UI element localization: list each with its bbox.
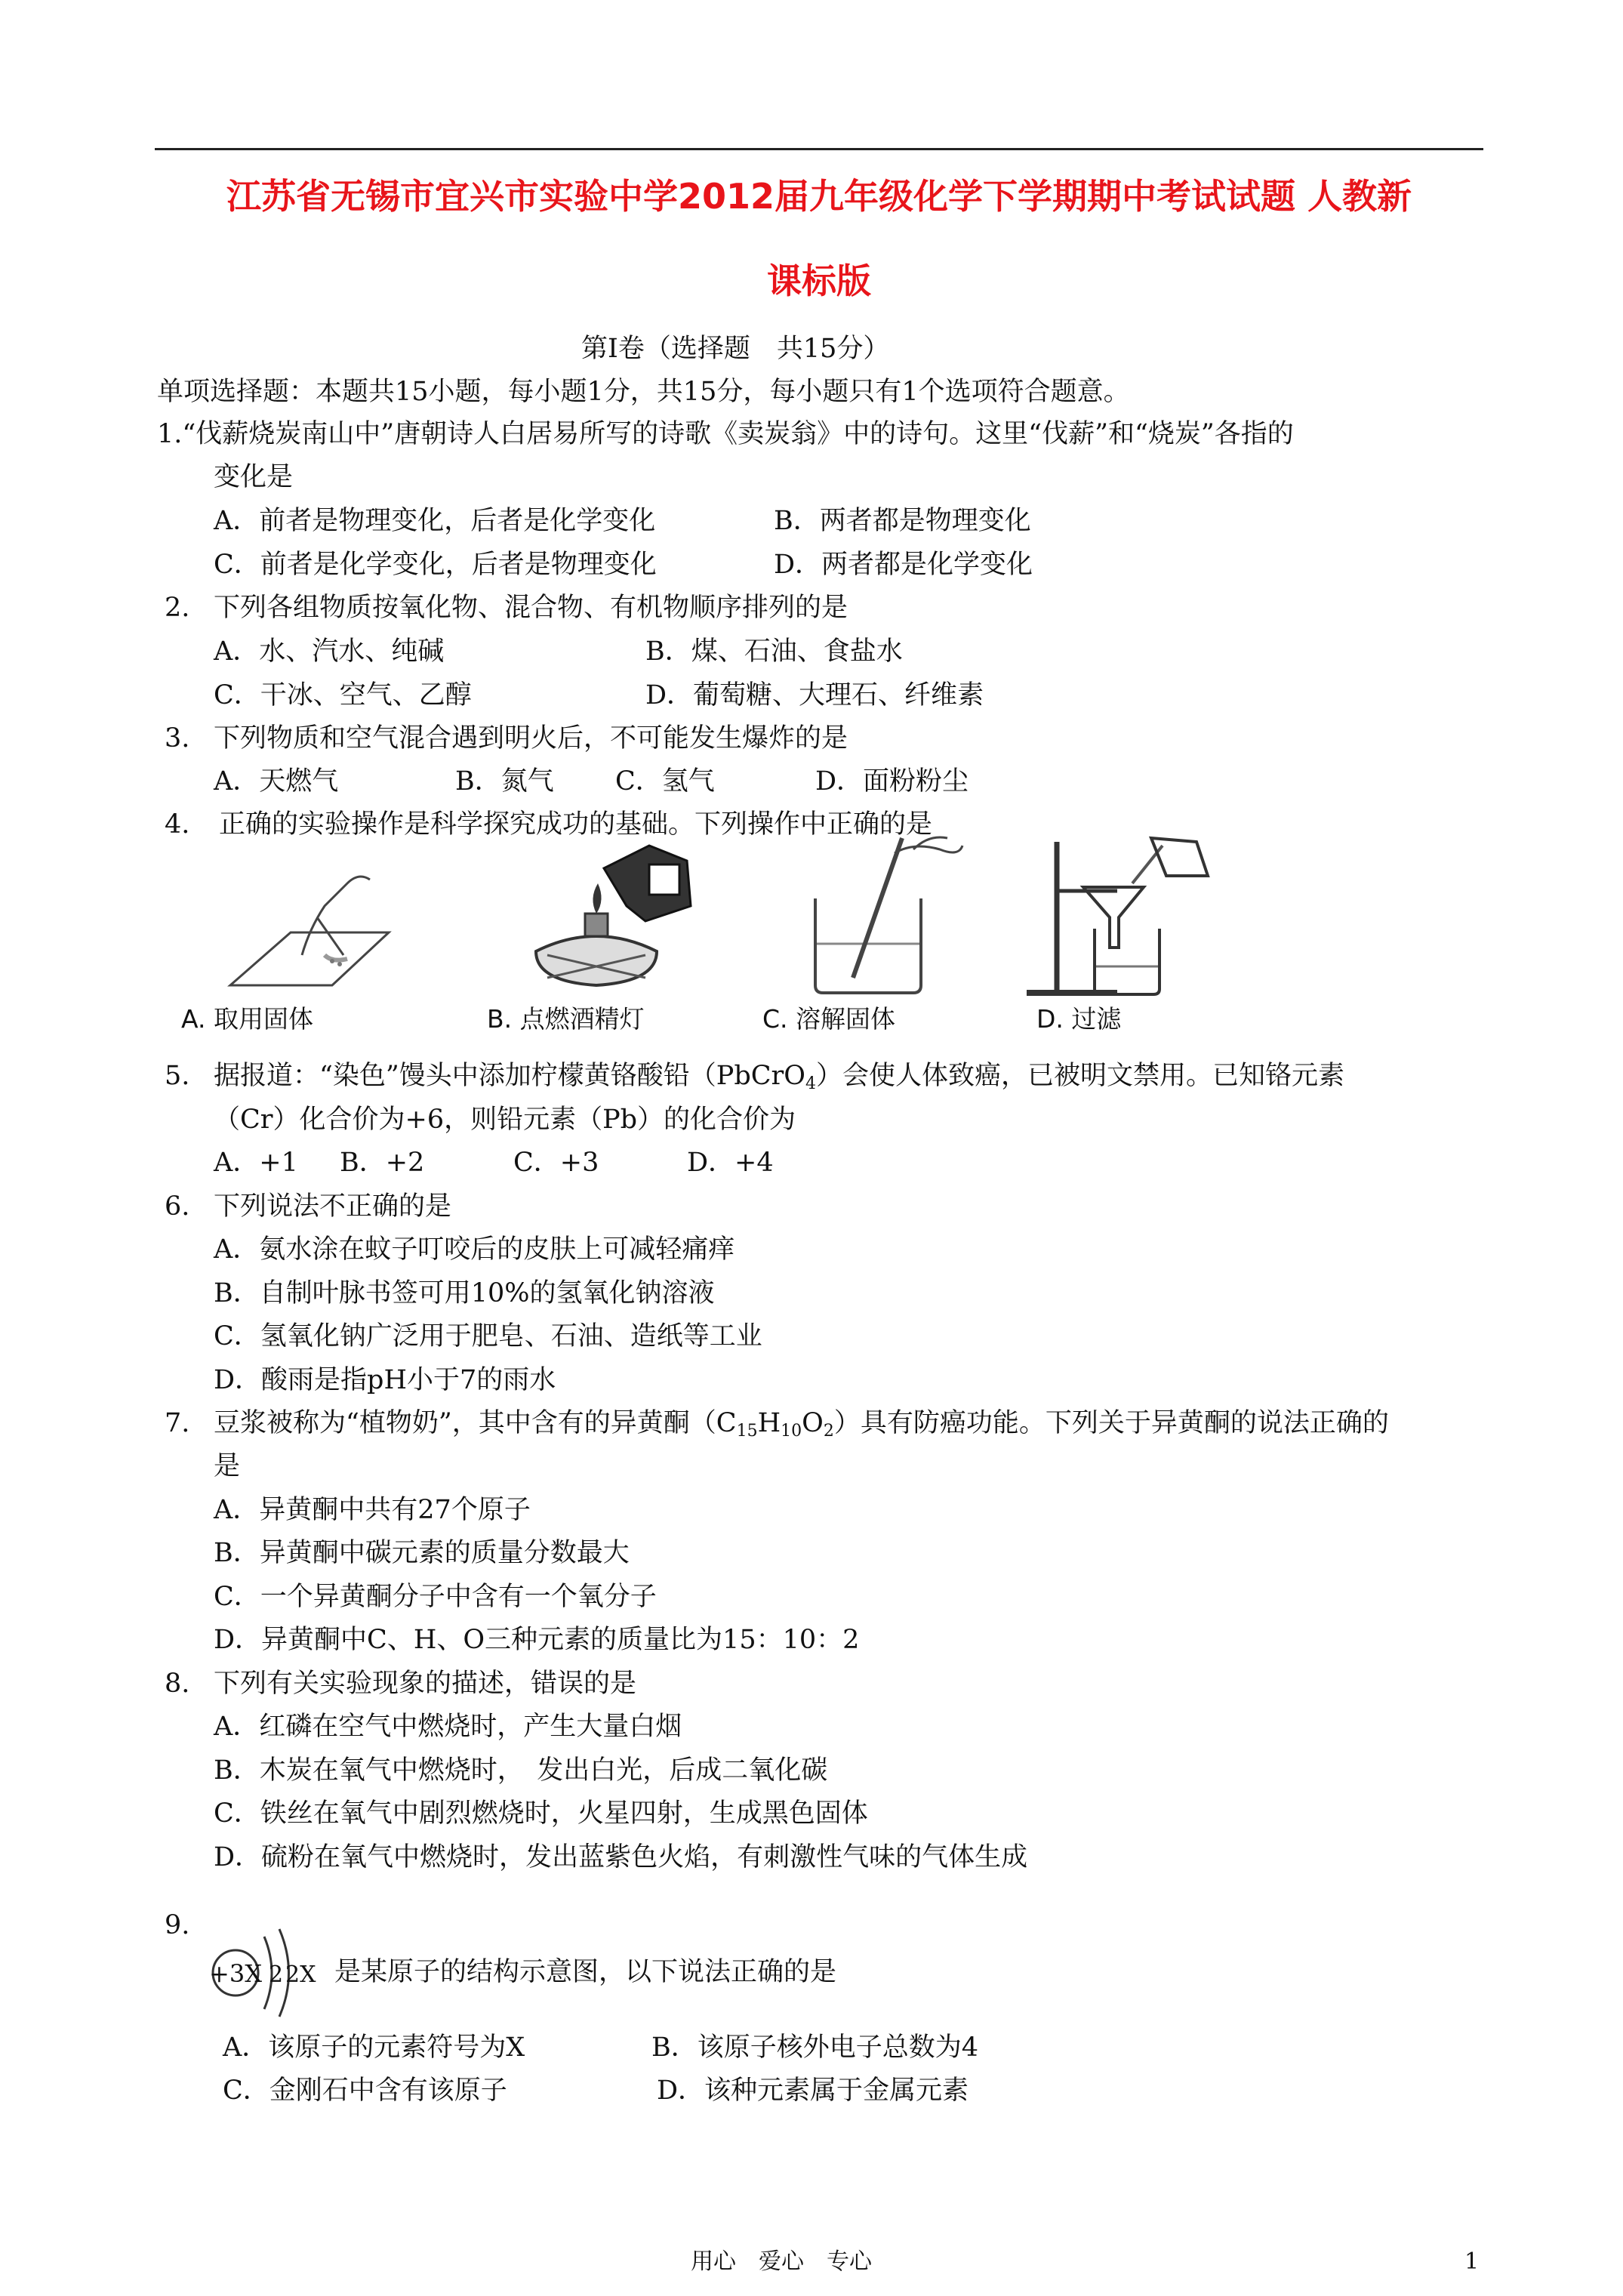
q8-option-a: A．红磷在空气中燃烧时，产生大量白烟 [214,1712,682,1742]
q5-option-a: A．+1 [214,1148,298,1178]
q2-stem: 下列各组物质按氧化物、混合物、有机物顺序排列的是 [214,593,848,623]
q3-option-a: A．天燃气 [214,766,339,797]
q6-option-d: D．酸雨是指pH小于7的雨水 [214,1365,556,1395]
q2-option-c: C．干冰、空气、乙醇 [214,680,472,710]
q3-option-d: D．面粉粉尘 [815,766,969,797]
footer-motto: 用心 爱心 专心 [691,2248,872,2275]
header-rule [155,148,1483,150]
q8-stem: 下列有关实验现象的描述，错误的是 [214,1669,637,1699]
q3-option-b: B．氮气 [455,766,554,797]
q4-caption-d: D. 过滤 [1036,1004,1122,1034]
q7-option-b: B．异黄酮中碳元素的质量分数最大 [214,1538,630,1568]
q8-option-b: B．木炭在氧气中燃烧时， 发出白光，后成二氧化碳 [214,1755,828,1786]
q5-number: 5. [165,1061,190,1091]
q7-number: 7. [165,1408,190,1438]
q5-stem-line1: 据报道：“染色”馒头中添加柠檬黄铬酸铅（PbCrO$_4$）会使人体致癌，已被明文禁用。已知铬元素 [214,1061,1344,1093]
fig-filtration [1012,834,1238,1000]
q6-number: 6. [165,1191,190,1222]
q3-option-c: C．氢气 [615,766,715,797]
fig-light-alcohol-lamp [513,838,702,1000]
instructions: 单项选择题：本题共15小题，每小题1分，共15分，每小题只有1个选项符合题意。 [157,377,1130,407]
q2-number: 2. [165,593,190,623]
q9-stem: 是某原子的结构示意图，以下说法正确的是 [334,1957,837,1987]
q1-option-d: D．两者都是化学变化 [774,550,1033,580]
q2-option-b: B．煤、石油、食盐水 [645,636,903,667]
q7-option-a: A．异黄酮中共有27个原子 [214,1495,531,1525]
q4-caption-a: A. 取用固体 [181,1004,313,1034]
q9-number: 9. [165,1910,190,1940]
atom-shell1-label: 2 [269,1962,284,1988]
doc-title-line1: 江苏省无锡市宜兴市实验中学2012届九年级化学下学期期中考试试题 人教新 [226,176,1412,217]
q9-option-c: C．金刚石中含有该原子 [223,2076,507,2106]
fig-dissolve-solid [800,831,974,1000]
q5-option-d: D．+4 [687,1148,774,1178]
q5-option-b: B．+2 [340,1148,425,1178]
q1-option-a: A．前者是物理变化，后者是化学变化 [214,506,656,536]
page-number: 1 [1464,2248,1480,2275]
q5-stem-line2: （Cr）化合价为+6，则铅元素（Pb）的化合价为 [214,1105,796,1135]
q1-option-b: B．两者都是物理变化 [774,506,1031,536]
q7-stem-line2: 是 [214,1451,241,1481]
q4-stem: 正确的实验操作是科学探究成功的基础。下列操作中正确的是 [219,809,933,840]
q3-stem: 下列物质和空气混合遇到明火后，不可能发生爆炸的是 [214,723,848,754]
fig-take-solid [219,842,400,1000]
q2-option-d: D．葡萄糖、大理石、纤维素 [645,680,984,710]
q3-number: 3. [165,723,190,754]
q6-option-c: C．氢氧化钠广泛用于肥皂、石油、造纸等工业 [214,1321,762,1351]
atom-structure-diagram [204,1922,332,2027]
q6-option-a: A．氨水涂在蚊子叮咬后的皮肤上可减轻痛痒 [214,1234,735,1265]
doc-title-line2: 课标版 [767,260,871,301]
q9-option-d: D．该种元素属于金属元素 [657,2076,969,2106]
q5-option-c: C．+3 [513,1148,599,1178]
q6-option-b: B．自制叶脉书签可用10%的氢氧化钠溶液 [214,1278,715,1308]
q4-caption-b: B. 点燃酒精灯 [487,1004,645,1034]
q8-option-d: D．硫粉在氧气中燃烧时，发出蓝紫色火焰，有刺激性气味的气体生成 [214,1842,1028,1872]
q4-caption-c: C. 溶解固体 [762,1004,896,1034]
q7-stem-line1: 豆浆被称为“植物奶”，其中含有的异黄酮$(C_{15}H_{10}O_2)$具有防癌功能。下列关于异黄酮的说法正确的 [214,1408,1389,1441]
q1-option-c: C．前者是化学变化，后者是物理变化 [214,550,657,580]
q8-number: 8. [165,1669,190,1699]
atom-shell2-label: 2X [285,1962,316,1988]
q8-option-c: C．铁丝在氧气中剧烈燃烧时，火星四射，生成黑色固体 [214,1798,868,1829]
q9-option-b: B．该原子核外电子总数为4 [651,2032,978,2063]
q2-option-a: A．水、汽水、纯碱 [214,636,445,667]
q4-number: 4. [165,809,190,840]
section-heading: 第Ⅰ卷（选择题 共15分） [581,334,890,364]
q7-option-d: D．异黄酮中C、H、O三种元素的质量比为15：10：2 [214,1625,860,1655]
q1-stem-line1: 1.“伐薪烧炭南山中”唐朝诗人白居易所写的诗歌《卖炭翁》中的诗句。这里“伐薪”和“烧炭”各指的 [157,419,1294,449]
q1-stem-line2: 变化是 [214,462,294,492]
atom-nucleus-label: +3X [209,1959,262,1988]
q7-option-c: C．一个异黄酮分子中含有一个氧分子 [214,1582,657,1612]
q9-option-a: A．该原子的元素符号为X [223,2032,525,2063]
q6-stem: 下列说法不正确的是 [214,1191,452,1222]
